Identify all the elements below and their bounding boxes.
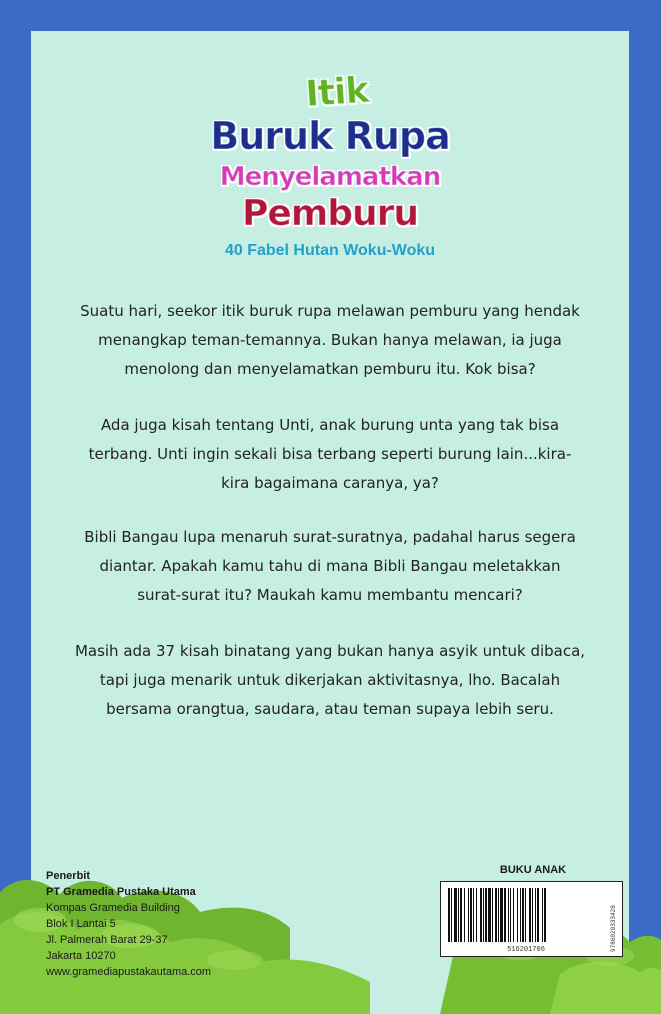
blurb-paragraph-3 xyxy=(67,523,593,610)
barcode-bar xyxy=(492,888,493,942)
barcode-bar xyxy=(517,888,518,942)
barcode-bar xyxy=(520,888,521,942)
series-subtitle: 40 Fabel Hutan Woku-Woku xyxy=(224,242,436,259)
blurb-line: tapi juga menarik untuk dikerjakan aktivitasnya, lho. Bacalah xyxy=(99,671,561,689)
publisher-label: Penerbit xyxy=(46,870,91,882)
barcode-bar xyxy=(532,888,533,942)
blurb-line: surat-surat itu? Maukah kamu membantu mencari? xyxy=(137,586,523,604)
publisher-address-line: Blok I Lantai 5 xyxy=(46,918,116,930)
barcode-bar xyxy=(529,888,531,942)
barcode-bar xyxy=(525,888,526,942)
barcode-bar xyxy=(522,888,524,942)
blurb-line: bersama orangtua, saudara, atau teman supaya lebih seru. xyxy=(106,700,554,718)
blurb-line: kira bagaimana caranya, ya? xyxy=(221,474,439,492)
barcode-bar xyxy=(470,888,472,942)
barcode-bar xyxy=(480,888,482,942)
publisher-address-line: Jakarta 10270 xyxy=(46,950,116,962)
barcode-bar xyxy=(537,888,539,942)
barcode-bar xyxy=(513,888,514,942)
blurb-line: Bibli Bangau lupa menaruh surat-suratnya, padahal harus segera xyxy=(84,528,576,546)
blurb-paragraph-4 xyxy=(67,637,593,724)
barcode-bar xyxy=(451,888,452,942)
title-line-3: Menyelamatkan xyxy=(219,162,441,192)
blurb-line: menangkap teman-temannya. Bukan hanya melawan, ia juga xyxy=(98,331,562,349)
barcode-bar xyxy=(473,888,474,942)
blurb-line: menolong dan menyelamatkan pemburu itu. Kok bisa? xyxy=(124,360,536,378)
publisher-website: www.gramediapustakautama.com xyxy=(46,966,212,978)
blurb-paragraph-1 xyxy=(67,297,593,384)
barcode-bar xyxy=(510,888,511,942)
barcode-bar xyxy=(485,888,487,942)
barcode-bar xyxy=(508,888,509,942)
barcode-bar xyxy=(488,888,491,942)
publisher-address-line: Jl. Palmerah Barat 29-37 xyxy=(46,934,168,946)
barcode-box xyxy=(440,881,623,957)
barcode-graphic xyxy=(446,888,606,944)
title-line-4: Pemburu xyxy=(241,193,419,234)
barcode-bar xyxy=(542,888,543,942)
blurb-line: Suatu hari, seekor itik buruk rupa melawan pemburu yang hendak xyxy=(80,302,580,320)
barcode-bar xyxy=(458,888,459,942)
barcode-bar xyxy=(544,888,546,942)
isbn-vertical: 9786020333428 xyxy=(610,905,617,952)
barcode-bar xyxy=(498,888,499,942)
book-title xyxy=(31,69,629,234)
blurb-line: terbang. Unti ingin sekali bisa terbang seperti burung lain...kira- xyxy=(88,445,572,463)
barcode-bar xyxy=(504,888,506,942)
barcode-bar xyxy=(495,888,497,942)
publisher-address-line: Kompas Gramedia Building xyxy=(46,902,180,914)
barcode-bar xyxy=(460,888,462,942)
blurb-line: diantar. Apakah kamu tahu di mana Bibli Bangau meletakkan xyxy=(99,557,561,575)
publisher-name: PT Gramedia Pustaka Utama xyxy=(46,886,196,898)
blurb-line: Masih ada 37 kisah binatang yang bukan hanya asyik untuk dibaca, xyxy=(74,642,586,660)
blurb-line: Ada juga kisah tentang Unti, anak burung unta yang tak bisa xyxy=(100,416,560,434)
barcode-bar xyxy=(464,888,465,942)
barcode-bar xyxy=(535,888,536,942)
title-line-2: Buruk Rupa xyxy=(210,114,450,158)
barcode-bar xyxy=(448,888,450,942)
barcode-bar xyxy=(476,888,477,942)
blurb-paragraph-2 xyxy=(67,411,593,498)
barcode-bar xyxy=(454,888,457,942)
barcode-bar xyxy=(483,888,484,942)
barcode-bar xyxy=(500,888,503,942)
publisher-info xyxy=(46,868,211,980)
barcode-number: 516201706 xyxy=(507,946,545,954)
barcode-bar xyxy=(468,888,469,942)
category-label: BUKU ANAK xyxy=(499,864,567,876)
title-line-1: Itik xyxy=(304,69,370,116)
